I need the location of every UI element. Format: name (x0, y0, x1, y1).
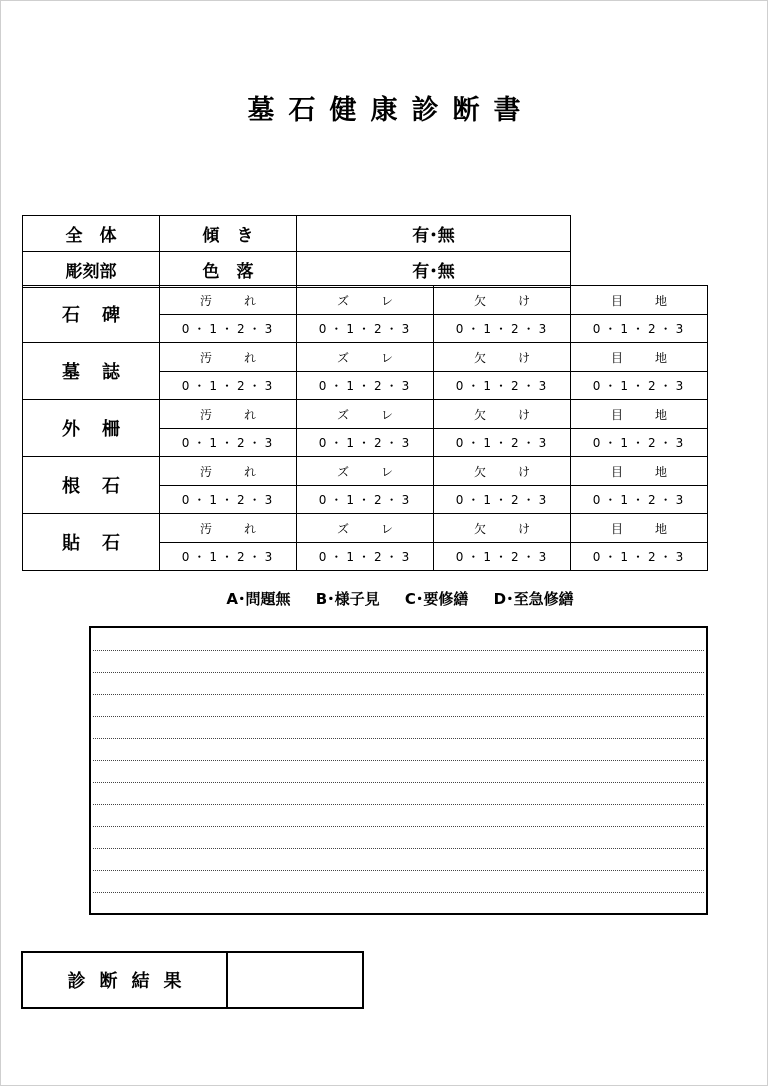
column-label: 目 地 (571, 343, 708, 372)
scale-options[interactable]: 0・1・2・3 (434, 429, 571, 457)
overall-row (23, 216, 571, 252)
scale-options[interactable]: 0・1・2・3 (571, 315, 708, 343)
part-label: 貼石 (23, 514, 160, 571)
scale-options[interactable]: 0・1・2・3 (297, 372, 434, 400)
scale-options[interactable]: 0・1・2・3 (434, 315, 571, 343)
column-label: ズ レ (297, 514, 434, 543)
grid-row-head (23, 343, 708, 372)
column-label: ズ レ (297, 400, 434, 429)
tilt-label: 傾 き (160, 216, 297, 252)
scale-options[interactable]: 0・1・2・3 (571, 486, 708, 514)
scale-options[interactable]: 0・1・2・3 (297, 315, 434, 343)
legend-b: B･様子見 (315, 590, 380, 608)
engraving-row (23, 252, 571, 288)
overall-label: 全 体 (23, 216, 160, 252)
column-label: 目 地 (571, 514, 708, 543)
scale-options[interactable]: 0・1・2・3 (434, 372, 571, 400)
note-line (93, 672, 704, 673)
scale-options[interactable]: 0・1・2・3 (160, 372, 297, 400)
result-box (21, 951, 364, 1009)
scale-options[interactable]: 0・1・2・3 (434, 486, 571, 514)
scale-options[interactable]: 0・1・2・3 (571, 429, 708, 457)
note-line (93, 782, 704, 783)
note-line (93, 760, 704, 761)
page-title: 墓石健康診断書 (247, 95, 535, 126)
note-line (93, 804, 704, 805)
inspection-grid (22, 285, 708, 571)
note-line (93, 738, 704, 739)
note-line (93, 650, 704, 651)
legend-c: C･要修繕 (404, 590, 469, 608)
column-label: 欠 け (434, 286, 571, 315)
column-label: ズ レ (297, 286, 434, 315)
fading-value[interactable]: 有･無 (297, 252, 571, 288)
scale-options[interactable]: 0・1・2・3 (160, 543, 297, 571)
scale-options[interactable]: 0・1・2・3 (160, 315, 297, 343)
scale-options[interactable]: 0・1・2・3 (160, 486, 297, 514)
note-line (93, 848, 704, 849)
scale-options[interactable]: 0・1・2・3 (297, 543, 434, 571)
scale-options[interactable]: 0・1・2・3 (434, 543, 571, 571)
part-label: 石碑 (23, 286, 160, 343)
fading-label: 色 落 (160, 252, 297, 288)
column-label: 汚 れ (160, 514, 297, 543)
grid-row-head (23, 457, 708, 486)
legend-d: D･至急修繕 (493, 590, 574, 608)
scale-options[interactable]: 0・1・2・3 (571, 372, 708, 400)
column-label: ズ レ (297, 343, 434, 372)
column-label: 欠 け (434, 457, 571, 486)
part-label: 根石 (23, 457, 160, 514)
notes-box[interactable] (89, 626, 708, 915)
grid-row-head (23, 400, 708, 429)
column-label: 欠 け (434, 343, 571, 372)
grid-row-head (23, 286, 708, 315)
result-value[interactable] (228, 953, 362, 1007)
note-line (93, 716, 704, 717)
column-label: 目 地 (571, 400, 708, 429)
column-label: 目 地 (571, 286, 708, 315)
column-label: 欠 け (434, 514, 571, 543)
note-line (93, 870, 704, 871)
grade-legend (0, 588, 768, 609)
column-label: 欠 け (434, 400, 571, 429)
engraving-label: 彫刻部 (23, 252, 160, 288)
note-line (93, 826, 704, 827)
tilt-value[interactable]: 有･無 (297, 216, 571, 252)
column-label: 汚 れ (160, 400, 297, 429)
column-label: 汚 れ (160, 457, 297, 486)
column-label: ズ レ (297, 457, 434, 486)
part-label: 外柵 (23, 400, 160, 457)
note-line (93, 694, 704, 695)
scale-options[interactable]: 0・1・2・3 (160, 429, 297, 457)
note-line (93, 892, 704, 893)
column-label: 目 地 (571, 457, 708, 486)
overall-table (22, 215, 571, 288)
scale-options[interactable]: 0・1・2・3 (297, 429, 434, 457)
grid-row-head (23, 514, 708, 543)
column-label: 汚 れ (160, 343, 297, 372)
scale-options[interactable]: 0・1・2・3 (297, 486, 434, 514)
legend-a: A･問題無 (226, 590, 291, 608)
result-label: 診断結果 (23, 953, 228, 1007)
part-label: 墓誌 (23, 343, 160, 400)
scale-options[interactable]: 0・1・2・3 (571, 543, 708, 571)
column-label: 汚 れ (160, 286, 297, 315)
